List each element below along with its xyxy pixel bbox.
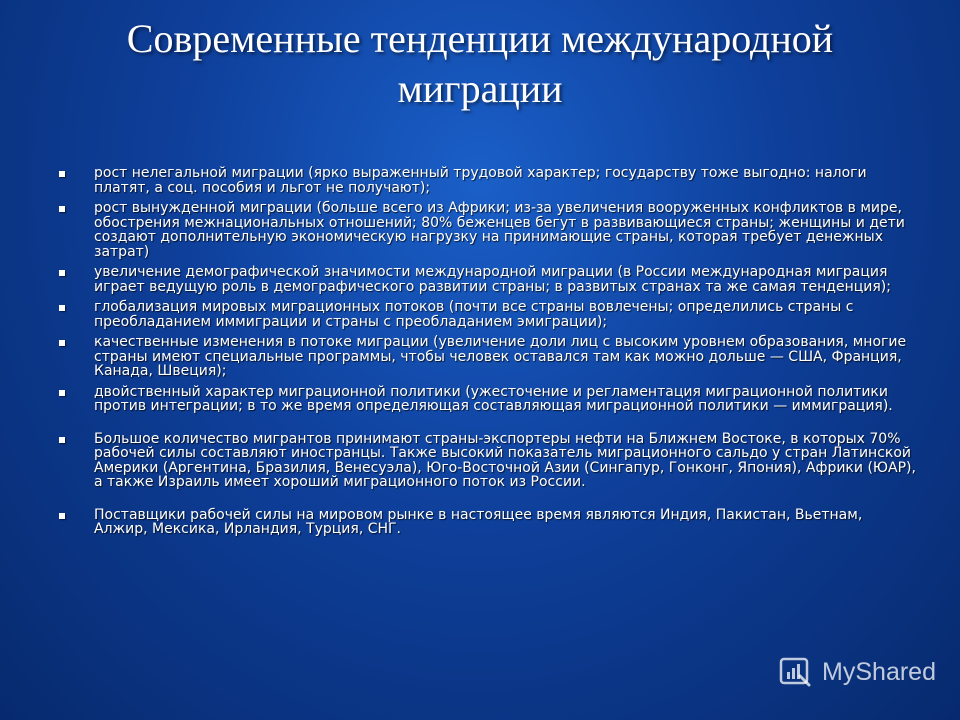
square-bullet-icon bbox=[59, 270, 65, 276]
list-item bbox=[58, 166, 918, 195]
list-item bbox=[58, 508, 918, 537]
bullet-text: увеличение демографической значимости международной миграции (в России международная миграция играет ведущую роль в демографического развитии страны; в развитых странах та же самая тенденция); bbox=[94, 264, 891, 295]
list-item bbox=[58, 201, 918, 259]
myshared-logo-icon bbox=[778, 654, 814, 690]
square-bullet-icon bbox=[59, 206, 65, 212]
square-bullet-icon bbox=[59, 171, 65, 177]
bullet-text: Большое количество мигрантов принимают страны-экспортеры нефти на Ближнем Востоке, в которых 70% рабочей силы составляют иностранцы. Также высокий показатель миграционного сальдо у стран Латинской Америки (Аргентина, Бразилия, Венесуэла), Юго-Восточной Азии (Сингапур, Гонконг, Япония), Африки (ЮАР), а также Израиль имеет хороший миграционного поток из России. bbox=[94, 430, 916, 490]
list-item bbox=[58, 265, 918, 294]
square-bullet-icon bbox=[59, 340, 65, 346]
bullet-text: двойственный характер миграционной политики (ужесточение и регламентация миграционной политики против интеграции; в то же время определяющая составляющая миграционной политики — иммиграция). bbox=[94, 383, 893, 414]
square-bullet-icon bbox=[59, 513, 65, 519]
square-bullet-icon bbox=[59, 390, 65, 396]
square-bullet-icon bbox=[59, 305, 65, 311]
bullet-text: глобализация мировых миграционных потоков (почти все страны вовлечены; определились страны с преобладанием иммиграции и страны с преобладанием эмиграции); bbox=[94, 299, 854, 330]
list-item bbox=[58, 385, 918, 414]
bullet-text: рост нелегальной миграции (ярко выраженный трудовой характер; государству тоже выгодно: налоги платят, а соц. пособия и льгот не получают); bbox=[94, 165, 867, 196]
list-item bbox=[58, 335, 918, 379]
bullet-list bbox=[58, 166, 918, 537]
watermark-text: MyShared bbox=[822, 657, 936, 686]
bullet-text: качественные изменения в потоке миграции (увеличение доли лиц с высоким уровнем образования, многие страны имеют специальные программы, чтобы человек оставался там как можно дольше — США, Франция, Канада, Швеция); bbox=[94, 334, 907, 379]
square-bullet-icon bbox=[59, 437, 65, 443]
list-item bbox=[58, 432, 918, 490]
bullet-text: Поставщики рабочей силы на мировом рынке в настоящее время являются Индия, Пакистан, Вьетнам, Алжир, Мексика, Ирландия, Турция, СНГ. bbox=[94, 506, 863, 537]
watermark bbox=[778, 654, 936, 690]
bullet-text: рост вынужденной миграции (больше всего из Африки; из-за увеличения вооруженных конфликтов в мире, обострения межнациональных отношений; 80% беженцев бегут в развивающиеся страны; женщины и дети создают дополнительную экономическую нагрузку на принимающие страны, которая требует денежных затрат) bbox=[94, 200, 905, 260]
list-item bbox=[58, 300, 918, 329]
slide-title: Современные тенденции международной миграции bbox=[126, 16, 834, 111]
